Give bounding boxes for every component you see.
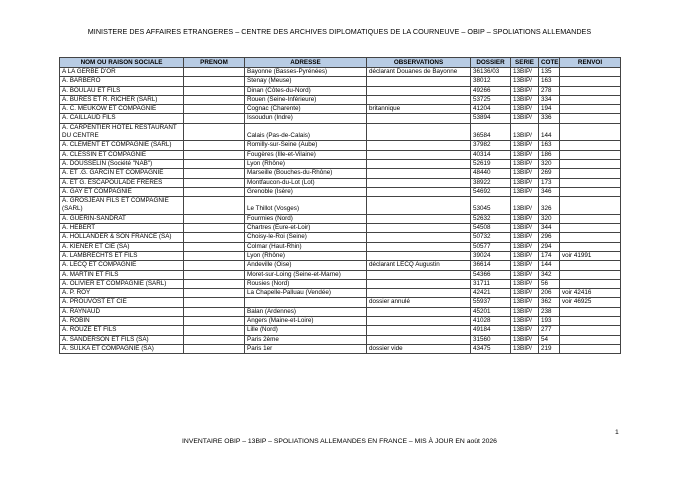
cell-observations [367, 178, 471, 187]
table-row [60, 123, 621, 141]
cell-dossier: 50732 [471, 233, 511, 242]
cell-adresse: Chartres (Eure-et-Loir) [245, 224, 367, 233]
table-row [60, 335, 621, 344]
col-header-serie: SERIE [511, 58, 539, 68]
cell-renvoi [560, 335, 621, 344]
cell-adresse: Lyon (Rhône) [245, 159, 367, 168]
cell-prenom [184, 123, 245, 141]
cell-serie: 13BIP/ [511, 77, 539, 86]
table-row [60, 68, 621, 77]
table-row [60, 105, 621, 114]
cell-nom: A. ROBIN [60, 317, 184, 326]
cell-serie: 13BIP/ [511, 114, 539, 123]
cell-observations [367, 159, 471, 168]
cell-dossier: 36614 [471, 261, 511, 270]
cell-nom: A. RAYNAUD [60, 307, 184, 316]
table-row [60, 169, 621, 178]
cell-serie: 13BIP/ [511, 298, 539, 307]
cell-observations: déclarant LECQ Augustin [367, 261, 471, 270]
table-row [60, 317, 621, 326]
cell-serie: 13BIP/ [511, 123, 539, 141]
cell-renvoi [560, 95, 621, 104]
cell-serie: 13BIP/ [511, 289, 539, 298]
cell-adresse: Paris 1er [245, 344, 367, 353]
col-header-nom: NOM OU RAISON SOCIALE [60, 58, 184, 68]
table-row [60, 307, 621, 316]
cell-observations [367, 242, 471, 251]
cell-renvoi [560, 169, 621, 178]
cell-nom: A. BOULAU ET FILS [60, 86, 184, 95]
cell-renvoi [560, 197, 621, 215]
cell-renvoi [560, 270, 621, 279]
cell-renvoi [560, 279, 621, 288]
cell-cote: 144 [539, 261, 560, 270]
cell-adresse: Montfaucon-du-Lot (Lot) [245, 178, 367, 187]
table-row [60, 224, 621, 233]
cell-renvoi [560, 224, 621, 233]
cell-cote: 296 [539, 233, 560, 242]
cell-observations [367, 95, 471, 104]
cell-nom: A. DOUSSELIN (Société "NAB") [60, 159, 184, 168]
cell-renvoi [560, 344, 621, 353]
cell-prenom [184, 335, 245, 344]
cell-observations [367, 335, 471, 344]
cell-adresse: Dinan (Côtes-du-Nord) [245, 86, 367, 95]
table-header-row [60, 58, 621, 68]
cell-cote: 219 [539, 344, 560, 353]
cell-prenom [184, 270, 245, 279]
cell-prenom [184, 279, 245, 288]
cell-nom: A. PROUVOST ET CIE [60, 298, 184, 307]
cell-cote: 163 [539, 77, 560, 86]
cell-observations [367, 326, 471, 335]
cell-serie: 13BIP/ [511, 307, 539, 316]
cell-dossier: 54508 [471, 224, 511, 233]
cell-prenom [184, 307, 245, 316]
cell-renvoi [560, 105, 621, 114]
cell-nom: A. HEBERT [60, 224, 184, 233]
cell-observations [367, 169, 471, 178]
page-header-title: MINISTERE DES AFFAIRES ETRANGERES – CENTRE DES ARCHIVES DIPLOMATIQUES DE LA COURNEUVE – OBIP – SPOLIATIONS ALLEMANDES [87, 27, 592, 36]
cell-cote: 173 [539, 178, 560, 187]
cell-dossier: 36136/03 [471, 68, 511, 77]
cell-nom: A. ROUZE ET FILS [60, 326, 184, 335]
table-row [60, 150, 621, 159]
cell-serie: 13BIP/ [511, 326, 539, 335]
table-row [60, 233, 621, 242]
cell-observations [367, 279, 471, 288]
cell-observations [367, 187, 471, 196]
cell-serie: 13BIP/ [511, 68, 539, 77]
cell-dossier: 54366 [471, 270, 511, 279]
cell-prenom [184, 326, 245, 335]
cell-cote: 193 [539, 317, 560, 326]
table-row [60, 279, 621, 288]
cell-cote: 186 [539, 150, 560, 159]
cell-adresse: Rousies (Nord) [245, 279, 367, 288]
cell-serie: 13BIP/ [511, 105, 539, 114]
cell-adresse: Cognac (Charente) [245, 105, 367, 114]
cell-serie: 13BIP/ [511, 251, 539, 260]
cell-renvoi [560, 261, 621, 270]
cell-cote: 194 [539, 105, 560, 114]
cell-adresse: Rouen (Seine-Inférieure) [245, 95, 367, 104]
cell-serie: 13BIP/ [511, 197, 539, 215]
cell-observations [367, 317, 471, 326]
cell-nom: A. LECQ ET COMPAGNIE [60, 261, 184, 270]
cell-prenom [184, 224, 245, 233]
cell-adresse: Romilly-sur-Seine (Aube) [245, 141, 367, 150]
cell-nom: A. GROSJEAN FILS ET COMPAGNIE (SARL) [60, 197, 184, 215]
cell-adresse: Grenoble (Isère) [245, 187, 367, 196]
cell-adresse: Le Thillot (Vosges) [245, 197, 367, 215]
cell-prenom [184, 289, 245, 298]
cell-renvoi [560, 77, 621, 86]
cell-prenom [184, 114, 245, 123]
cell-nom: A LA GERBE D'OR [60, 68, 184, 77]
cell-observations [367, 141, 471, 150]
cell-dossier: 53045 [471, 197, 511, 215]
cell-adresse: Paris 2ème [245, 335, 367, 344]
cell-dossier: 31560 [471, 335, 511, 344]
cell-prenom [184, 261, 245, 270]
cell-adresse: Stenay (Meuse) [245, 77, 367, 86]
col-header-dossier: DOSSIER [471, 58, 511, 68]
cell-renvoi [560, 214, 621, 223]
cell-adresse: Angers (Maine-et-Loire) [245, 317, 367, 326]
cell-observations [367, 123, 471, 141]
table-row [60, 344, 621, 353]
cell-prenom [184, 150, 245, 159]
cell-dossier: 49184 [471, 326, 511, 335]
cell-adresse: Lille (Nord) [245, 326, 367, 335]
cell-nom: A. GUERIN-SANDRAT [60, 214, 184, 223]
cell-dossier: 36584 [471, 123, 511, 141]
cell-prenom [184, 178, 245, 187]
cell-adresse: Lyon (Rhône) [245, 251, 367, 260]
cell-cote: 320 [539, 159, 560, 168]
cell-cote: 362 [539, 298, 560, 307]
cell-observations [367, 233, 471, 242]
cell-serie: 13BIP/ [511, 169, 539, 178]
table-body [60, 68, 621, 354]
cell-cote: 206 [539, 289, 560, 298]
cell-dossier: 53725 [471, 95, 511, 104]
cell-renvoi: voir 46925 [560, 298, 621, 307]
cell-prenom [184, 77, 245, 86]
cell-adresse: Andeville (Oise) [245, 261, 367, 270]
cell-nom: A. OLIVIER ET COMPAGNIE (SARL) [60, 279, 184, 288]
cell-cote: 342 [539, 270, 560, 279]
cell-dossier: 54692 [471, 187, 511, 196]
cell-renvoi [560, 114, 621, 123]
cell-observations [367, 86, 471, 95]
table-row [60, 178, 621, 187]
cell-serie: 13BIP/ [511, 335, 539, 344]
cell-cote: 54 [539, 335, 560, 344]
cell-adresse: Calais (Pas-de-Calais) [245, 123, 367, 141]
cell-renvoi [560, 242, 621, 251]
table-row [60, 242, 621, 251]
cell-dossier: 50577 [471, 242, 511, 251]
table-row [60, 326, 621, 335]
cell-renvoi [560, 150, 621, 159]
cell-observations: dossier annulé [367, 298, 471, 307]
cell-prenom [184, 344, 245, 353]
cell-dossier: 31711 [471, 279, 511, 288]
cell-prenom [184, 298, 245, 307]
cell-adresse: Balan (Ardennes) [245, 307, 367, 316]
cell-prenom [184, 159, 245, 168]
cell-dossier: 52619 [471, 159, 511, 168]
cell-prenom [184, 169, 245, 178]
cell-cote: 174 [539, 251, 560, 260]
cell-cote: 56 [539, 279, 560, 288]
cell-renvoi: voir 42416 [560, 289, 621, 298]
cell-nom: A. C. MEUKOW ET COMPAGNIE [60, 105, 184, 114]
cell-dossier: 52632 [471, 214, 511, 223]
cell-cote: 144 [539, 123, 560, 141]
cell-nom: A. CLEMENT ET COMPAGNIE (SARL) [60, 141, 184, 150]
cell-serie: 13BIP/ [511, 242, 539, 251]
cell-nom: A. MARTIN ET FILS [60, 270, 184, 279]
cell-renvoi [560, 307, 621, 316]
cell-adresse: Bayonne (Basses-Pyrénées) [245, 68, 367, 77]
cell-serie: 13BIP/ [511, 344, 539, 353]
cell-serie: 13BIP/ [511, 141, 539, 150]
cell-cote: 238 [539, 307, 560, 316]
cell-cote: 346 [539, 187, 560, 196]
cell-renvoi [560, 187, 621, 196]
cell-observations [367, 251, 471, 260]
cell-adresse: Colmar (Haut-Rhin) [245, 242, 367, 251]
table-row [60, 86, 621, 95]
cell-observations: déclarant Douanes de Bayonne [367, 68, 471, 77]
cell-prenom [184, 251, 245, 260]
col-header-prenom: PRENOM [184, 58, 245, 68]
cell-nom: A. CARPENTIER HOTEL RESTAURANT DU CENTRE [60, 123, 184, 141]
cell-adresse: Issoudun (Indre) [245, 114, 367, 123]
cell-prenom [184, 141, 245, 150]
cell-serie: 13BIP/ [511, 224, 539, 233]
cell-serie: 13BIP/ [511, 95, 539, 104]
cell-cote: 277 [539, 326, 560, 335]
cell-serie: 13BIP/ [511, 159, 539, 168]
cell-cote: 163 [539, 141, 560, 150]
cell-observations [367, 214, 471, 223]
cell-cote: 334 [539, 95, 560, 104]
table-row [60, 270, 621, 279]
cell-prenom [184, 95, 245, 104]
cell-dossier: 45201 [471, 307, 511, 316]
cell-cote: 344 [539, 224, 560, 233]
cell-observations [367, 224, 471, 233]
cell-nom: A. GAY ET COMPAGNIE [60, 187, 184, 196]
cell-prenom [184, 214, 245, 223]
cell-adresse [245, 298, 367, 307]
table-row [60, 114, 621, 123]
cell-nom: A. BURES ET R. RICHER (SARL) [60, 95, 184, 104]
cell-adresse: Fourmies (Nord) [245, 214, 367, 223]
cell-nom: A. KIENER ET CIE (SA) [60, 242, 184, 251]
cell-dossier: 39024 [471, 251, 511, 260]
cell-serie: 13BIP/ [511, 317, 539, 326]
cell-serie: 13BIP/ [511, 187, 539, 196]
cell-cote: 269 [539, 169, 560, 178]
cell-renvoi [560, 178, 621, 187]
table-row [60, 289, 621, 298]
cell-adresse: La Chapelle-Palluau (Vendée) [245, 289, 367, 298]
cell-renvoi [560, 317, 621, 326]
table-row [60, 197, 621, 215]
cell-prenom [184, 187, 245, 196]
cell-nom: A. CLESSIN ET COMPAGNIE [60, 150, 184, 159]
col-header-adresse: ADRESSE [245, 58, 367, 68]
cell-renvoi [560, 233, 621, 242]
cell-dossier: 49266 [471, 86, 511, 95]
cell-dossier: 53894 [471, 114, 511, 123]
cell-adresse: Fougères (Ille-et-Vilaine) [245, 150, 367, 159]
cell-nom: A. ET G. ESCAPOULADE FRERES [60, 178, 184, 187]
cell-observations: dossier vide [367, 344, 471, 353]
cell-observations: britannique [367, 105, 471, 114]
cell-dossier: 41204 [471, 105, 511, 114]
cell-renvoi: voir 41991 [560, 251, 621, 260]
cell-nom: A. P. ROY [60, 289, 184, 298]
cell-adresse: Marseille (Bouches-du-Rhône) [245, 169, 367, 178]
cell-dossier: 55937 [471, 298, 511, 307]
cell-nom: A. CAILLAUD FILS [60, 114, 184, 123]
page-number: 1 [615, 429, 619, 436]
cell-renvoi [560, 86, 621, 95]
table-row [60, 298, 621, 307]
cell-serie: 13BIP/ [511, 270, 539, 279]
cell-nom: A. HOLLANDER & SON FRANCE (SA) [60, 233, 184, 242]
cell-observations [367, 307, 471, 316]
cell-dossier: 41028 [471, 317, 511, 326]
cell-prenom [184, 68, 245, 77]
cell-serie: 13BIP/ [511, 261, 539, 270]
cell-serie: 13BIP/ [511, 86, 539, 95]
cell-serie: 13BIP/ [511, 214, 539, 223]
cell-renvoi [560, 68, 621, 77]
table-row [60, 261, 621, 270]
cell-cote: 278 [539, 86, 560, 95]
cell-renvoi [560, 326, 621, 335]
table-row [60, 251, 621, 260]
cell-prenom [184, 242, 245, 251]
cell-observations [367, 77, 471, 86]
cell-observations [367, 150, 471, 159]
cell-serie: 13BIP/ [511, 178, 539, 187]
cell-renvoi [560, 141, 621, 150]
cell-dossier: 38922 [471, 178, 511, 187]
cell-observations [367, 114, 471, 123]
cell-cote: 320 [539, 214, 560, 223]
cell-prenom [184, 197, 245, 215]
table-row [60, 77, 621, 86]
col-header-renvoi: RENVOI [560, 58, 621, 68]
cell-cote: 294 [539, 242, 560, 251]
cell-adresse: Moret-sur-Loing (Seine-et-Marne) [245, 270, 367, 279]
cell-renvoi [560, 159, 621, 168]
table-row [60, 159, 621, 168]
inventory-table [59, 57, 621, 354]
cell-prenom [184, 317, 245, 326]
cell-dossier: 42421 [471, 289, 511, 298]
page-footer: INVENTAIRE OBIP – 13BIP – SPOLIATIONS ALLEMANDES EN FRANCE – MIS À JOUR EN août 2026 [182, 438, 497, 445]
cell-observations [367, 197, 471, 215]
cell-nom: A. LAMBRECHTS ET FILS [60, 251, 184, 260]
cell-prenom [184, 86, 245, 95]
cell-observations [367, 289, 471, 298]
cell-nom: A. SULKA ET COMPAGNIE (SA) [60, 344, 184, 353]
cell-adresse: Choisy-le-Roi (Seine) [245, 233, 367, 242]
cell-prenom [184, 105, 245, 114]
cell-serie: 13BIP/ [511, 233, 539, 242]
cell-observations [367, 270, 471, 279]
cell-dossier: 48440 [471, 169, 511, 178]
table-row [60, 214, 621, 223]
cell-serie: 13BIP/ [511, 150, 539, 159]
cell-cote: 326 [539, 197, 560, 215]
cell-dossier: 37982 [471, 141, 511, 150]
table-row [60, 141, 621, 150]
cell-cote: 336 [539, 114, 560, 123]
cell-renvoi [560, 123, 621, 141]
cell-dossier: 38012 [471, 77, 511, 86]
table-row [60, 187, 621, 196]
cell-dossier: 43475 [471, 344, 511, 353]
col-header-cote: COTE [539, 58, 560, 68]
table-row [60, 95, 621, 104]
cell-nom: A. BARBERO [60, 77, 184, 86]
col-header-observations: OBSERVATIONS [367, 58, 471, 68]
cell-prenom [184, 233, 245, 242]
cell-cote: 135 [539, 68, 560, 77]
cell-nom: A. ET .G. GARCIN ET COMPAGNIE [60, 169, 184, 178]
cell-dossier: 40314 [471, 150, 511, 159]
cell-serie: 13BIP/ [511, 279, 539, 288]
cell-nom: A. SANDERSON ET FILS (SA) [60, 335, 184, 344]
